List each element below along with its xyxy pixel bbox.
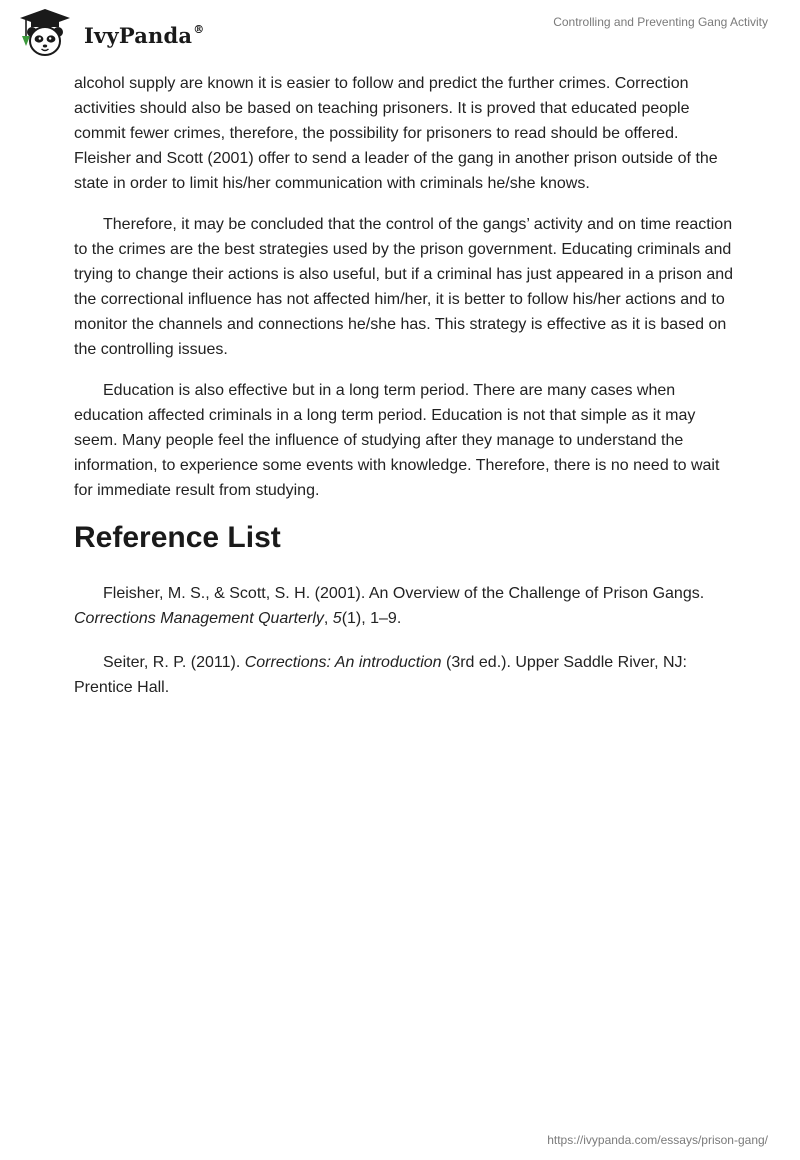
- source-url[interactable]: https://ivypanda.com/essays/prison-gang/: [547, 1133, 768, 1147]
- body-paragraph: Education is also effective but in a long term period. There are many cases when education affected criminals in a long term period. Education is not that simple as it may seem. Many people feel the influence of studying after they manage to understand the information, to experience some events with knowledge. Therefore, there is no need to wait for immediate result from studying.: [74, 382, 720, 499]
- body-paragraph: alcohol supply are known it is easier to follow and predict the further crimes. Correction activities should also be based on teaching prisoners. It is proved that educated people commit fewer crimes, therefore, the possibility for prisoners to read should be offered. Fleisher and Scott (2001) offer to send a leader of the gang in another prison outside of the state in order to limit his/her communication with criminals he/she knows.: [74, 75, 718, 192]
- reference-item: Seiter, R. P. (2011). Corrections: An introduction (3rd ed.). Upper Saddle River, NJ: Prentice Hall.: [74, 654, 687, 696]
- book-title: Corrections: An introduction: [244, 654, 442, 671]
- body-paragraph: Therefore, it may be concluded that the control of the gangs’ activity and on time reaction to the crimes are the best strategies used by the prison government. Educating criminals and trying to change their actions is also useful, but if a criminal has just appeared in a prison and the correctional influence has not affected him/her, it is better to follow his/her actions and to monitor the channels and connections he/she has. This strategy is effective as it is based on the controlling issues.: [74, 216, 734, 358]
- page-header: [0, 0, 800, 64]
- reference-list-heading: Reference List: [74, 521, 281, 554]
- journal-volume: 5: [332, 610, 342, 627]
- essay-content: [74, 71, 734, 719]
- registered-mark: ®: [193, 22, 205, 36]
- reference-list: [74, 581, 734, 700]
- journal-title: Corrections Management Quarterly: [74, 610, 324, 627]
- reference-item: Fleisher, M. S., & Scott, S. H. (2001). An Overview of the Challenge of Prison Gangs. Corrections Management Quarterly, 5(1), 1–9.: [74, 585, 705, 627]
- ivypanda-logo[interactable]: [14, 8, 204, 58]
- document-title: Controlling and Preventing Gang Activity: [553, 15, 768, 29]
- brand-name: IvyPanda®: [84, 22, 205, 48]
- panda-graduate-icon: [14, 8, 76, 58]
